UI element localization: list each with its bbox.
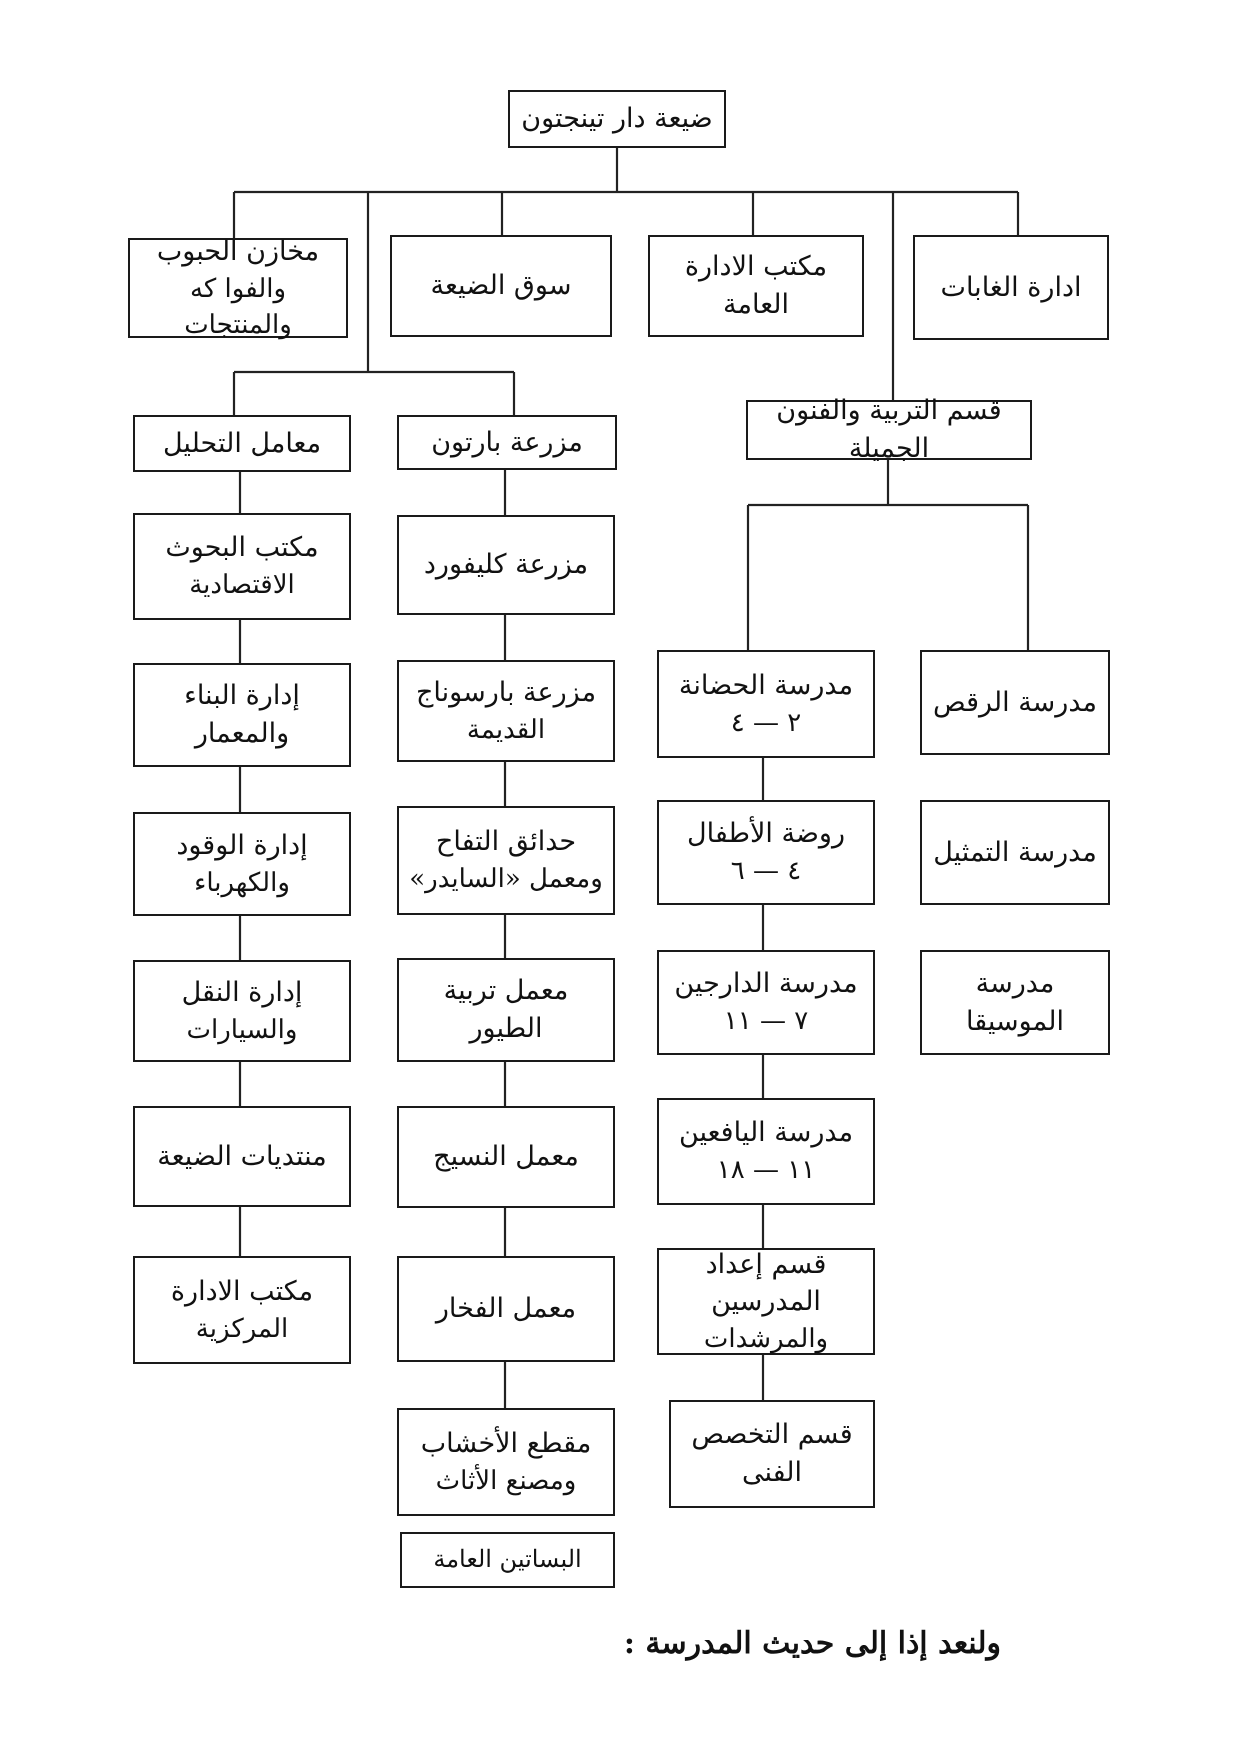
node-label: مكتب الادارة العامة [684, 251, 828, 320]
node-barton-farm [397, 415, 617, 470]
node-label-line2: القديمة [466, 714, 546, 745]
node-label-line2: ومصنع الأثاث [435, 1465, 577, 1496]
node-age-range: ٤ — ٦ [730, 856, 802, 887]
node-analysis-labs [133, 415, 351, 472]
node-apple-orchards [397, 806, 615, 915]
node-central-admin [133, 1256, 351, 1364]
node-label-line2: المركزية [195, 1313, 289, 1344]
node-public-gardens [400, 1532, 615, 1588]
node-label: مزرعة كليفورد [423, 549, 589, 581]
node-youth-school [657, 1098, 875, 1205]
node-label-line2: والفوا كه والمنتجات [184, 273, 292, 340]
node-education [746, 395, 1032, 464]
node-technical-specialization [669, 1400, 875, 1508]
node-music-school [920, 950, 1110, 1055]
node-label: قسم التربية والفنون الجميلة [776, 395, 1002, 464]
node-label-line1: مدرسة الحضانة [678, 669, 854, 701]
node-age-range: ١١ — ١٨ [716, 1155, 816, 1186]
node-granaries [128, 235, 348, 340]
node-age-range: ٧ — ١١ [723, 1006, 809, 1037]
node-label-line1: مدرسة اليافعين [678, 1117, 854, 1149]
node-label-line1: مقطع الأخشاب [420, 1427, 592, 1459]
node-kindergarten [657, 800, 875, 905]
node-label: معمل الفخار [435, 1293, 577, 1325]
node-label-line2: والسيارات [186, 1014, 298, 1045]
node-timber-furniture [397, 1408, 615, 1516]
node-label: مزرعة بارتون [431, 426, 583, 458]
node-fuel-electricity [133, 812, 351, 916]
node-label: معمل النسيج [433, 1141, 579, 1173]
node-label-line1: إدارة الوقود [176, 829, 308, 861]
node-label-line1: مزرعة بارسوناج [415, 676, 597, 708]
node-general-admin [648, 235, 864, 337]
node-estate-clubs [133, 1106, 351, 1207]
node-label-line1: مدرسة الدارجين [674, 968, 858, 1000]
node-label-line2: والكهرباء [194, 867, 290, 898]
node-economic-research [133, 513, 351, 620]
node-label-line2: ومعمل «السايدر» [409, 864, 603, 895]
node-label: ادارة الغابات [940, 271, 1082, 303]
node-label-line1: حدائق التفاح [435, 826, 577, 858]
node-label: إدارة البناء والمعمار [184, 680, 300, 749]
node-poultry-lab [397, 958, 615, 1062]
node-label: البساتين العامة [433, 1545, 582, 1574]
node-acting-school [920, 800, 1110, 905]
node-label: معمل تربية الطيور [443, 975, 569, 1044]
node-forests [913, 235, 1109, 340]
node-market [390, 235, 612, 337]
node-pottery-lab [397, 1256, 615, 1362]
node-old-parsonage-farm [397, 660, 615, 762]
node-label-line1: قسم إعداد المدرسين [705, 1248, 827, 1318]
node-label-line2: والمرشدات [703, 1324, 829, 1355]
node-nursery-school [657, 650, 875, 758]
node-label-line1: مكتب الادارة [170, 1275, 314, 1307]
node-clifford-farm [397, 515, 615, 615]
node-dance-school [920, 650, 1110, 755]
node-label-line1: مخازن الحبوب [156, 235, 320, 267]
node-construction [133, 663, 351, 767]
node-label: منتديات الضيعة [157, 1140, 327, 1172]
node-label: مدرسة التمثيل [933, 836, 1097, 868]
node-textile-lab [397, 1106, 615, 1208]
node-label: معامل التحليل [162, 427, 322, 459]
node-junior-school [657, 950, 875, 1055]
node-label: مدرسة الموسيقا [966, 967, 1064, 1037]
node-label: مدرسة الرقص [933, 686, 1097, 718]
node-transport [133, 960, 351, 1062]
node-label-line2: الاقتصادية [189, 570, 295, 601]
node-label-line1: مكتب البحوث [165, 532, 319, 564]
node-label-line1: إدارة النقل [181, 976, 303, 1008]
node-label-line1: روضة الأطفال [687, 818, 845, 850]
node-label: قسم التخصص الفنى [691, 1419, 853, 1488]
node-age-range: ٢ — ٤ [730, 707, 802, 738]
node-label: سوق الضيعة [430, 270, 572, 302]
node-teacher-training [657, 1248, 875, 1355]
closing-text: ولنعد إذا إلى حديث المدرسة : [623, 1626, 1001, 1661]
root-node [508, 90, 726, 148]
root-label: ضيعة دار تينجتون [521, 103, 713, 135]
